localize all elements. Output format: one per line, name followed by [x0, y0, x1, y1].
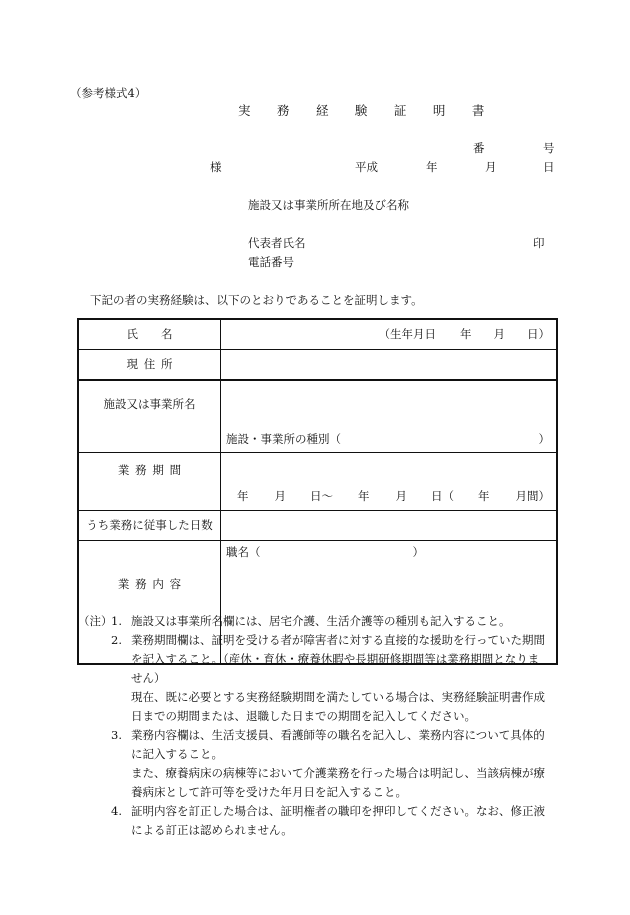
note-line: を記入すること。（産休・育休・療養休暇や長期研修期間等は業務期間となりま: [131, 652, 540, 666]
table-row-name: [78, 319, 557, 350]
name-value-cell[interactable]: [221, 319, 558, 350]
notes-heading: （注）: [78, 614, 113, 628]
note-item: [111, 612, 562, 631]
table-row-address: [78, 350, 557, 381]
note-number: 2.: [111, 633, 122, 647]
date-year: 年: [426, 160, 438, 174]
note-line: 業務期間欄は、証明を受ける者が障害者に対する直接的な援助を行っていた期間: [131, 633, 545, 647]
date-era: 平成: [355, 160, 378, 174]
notes-list: [78, 612, 562, 840]
period-value-cell[interactable]: [221, 453, 558, 511]
period-end-year: 年: [358, 489, 370, 504]
date-month: 月: [485, 160, 497, 174]
duty-label: 業務内容: [117, 577, 187, 591]
note-line: せん）: [131, 671, 166, 685]
name-label-cell: [78, 319, 221, 350]
document-title: 実 務 経 験 証 明 書: [238, 103, 496, 118]
facility-type-label: 施設・事業所の種別（: [226, 432, 341, 447]
representative-label: 代表者氏名: [248, 236, 306, 250]
note-number: 1.: [111, 614, 122, 628]
note-body: [131, 802, 562, 840]
note-line: 業務内容欄は、生活支援員、看護師等の職名を記入し、業務内容について具体的: [131, 728, 545, 742]
table-row-facility: [78, 380, 557, 453]
name-label: 氏 名: [126, 327, 179, 342]
period-start-year: 年: [237, 489, 249, 504]
note-number: 4.: [111, 804, 122, 818]
period-start-day: 日～: [310, 489, 333, 504]
job-title-line: [221, 545, 556, 560]
note-line: また、療養病床の病棟等において介護業務を行った場合は明記し、当該病棟が療: [131, 766, 545, 780]
birth-day: 日）: [527, 327, 550, 342]
facility-label: 施設又は事業所名: [103, 397, 196, 411]
note-body: [131, 631, 562, 726]
date-day: 日: [543, 160, 555, 174]
note-line: 施設又は事業所名欄には、居宅介護、生活介護等の種別も記入すること。: [131, 614, 511, 628]
note-item: [111, 726, 562, 802]
note-line: 養病床として許可等を受けた年月日を記入すること。: [131, 785, 407, 799]
note-line: 現在、既に必要とする実務経験期間を満たしている場合は、実務経験証明書作成: [131, 690, 545, 704]
note-body: [131, 726, 562, 802]
birth-date: [221, 327, 556, 342]
address-label-cell: [78, 350, 221, 381]
note-line: に記入すること。: [131, 747, 223, 761]
period-label-cell: [78, 453, 221, 511]
facility-value-cell[interactable]: [221, 380, 558, 453]
table-row-period: [78, 453, 557, 511]
period-start-month: 月: [274, 489, 286, 504]
number-label: 番: [473, 141, 485, 155]
birth-open: （生年月日: [378, 327, 436, 342]
facility-type-close: ）: [538, 432, 550, 447]
period-end-day: 日（: [431, 489, 454, 504]
birth-year: 年: [460, 327, 472, 342]
note-line: による訂正は認められません。: [131, 823, 293, 837]
address-label: 現住所: [126, 357, 179, 372]
period-total-year: 年: [478, 489, 490, 504]
addressee-suffix: 様: [210, 160, 222, 174]
birth-month: 月: [493, 327, 505, 342]
notes-section: [78, 612, 562, 840]
note-line: 証明内容を訂正した場合は、証明権者の職印を押印してください。なお、修正液: [131, 804, 545, 818]
period-total-months: 月間）: [515, 489, 550, 504]
table-row-days: [78, 511, 557, 541]
note-item: [111, 802, 562, 840]
facility-type-line: [221, 432, 556, 447]
issuer-facility-label: 施設又は事業所所在地及び名称: [248, 198, 409, 212]
days-value-cell[interactable]: [221, 511, 558, 541]
days-label-cell: [78, 511, 221, 541]
days-label: うち業務に従事した日数: [86, 518, 213, 533]
note-number: 3.: [111, 728, 122, 742]
note-body: [131, 612, 562, 631]
job-title-label: 職名（: [226, 545, 261, 559]
address-value-cell[interactable]: [221, 350, 558, 381]
period-end-month: 月: [395, 489, 407, 504]
period-label: 業務期間: [117, 463, 187, 477]
note-line: 日までの期間または、退職した日までの期間を記入してください。: [131, 709, 476, 723]
phone-label: 電話番号: [248, 255, 294, 269]
form-reference: （参考様式4）: [70, 86, 147, 100]
facility-label-cell: [78, 380, 221, 453]
note-item: [111, 631, 562, 726]
intro-statement: 下記の者の実務経験は、以下のとおりであることを証明します。: [90, 293, 423, 307]
number-suffix: 号: [543, 141, 555, 155]
period-line: [221, 489, 556, 504]
seal-mark: 印: [533, 236, 545, 250]
job-title-close: ）: [412, 545, 424, 559]
